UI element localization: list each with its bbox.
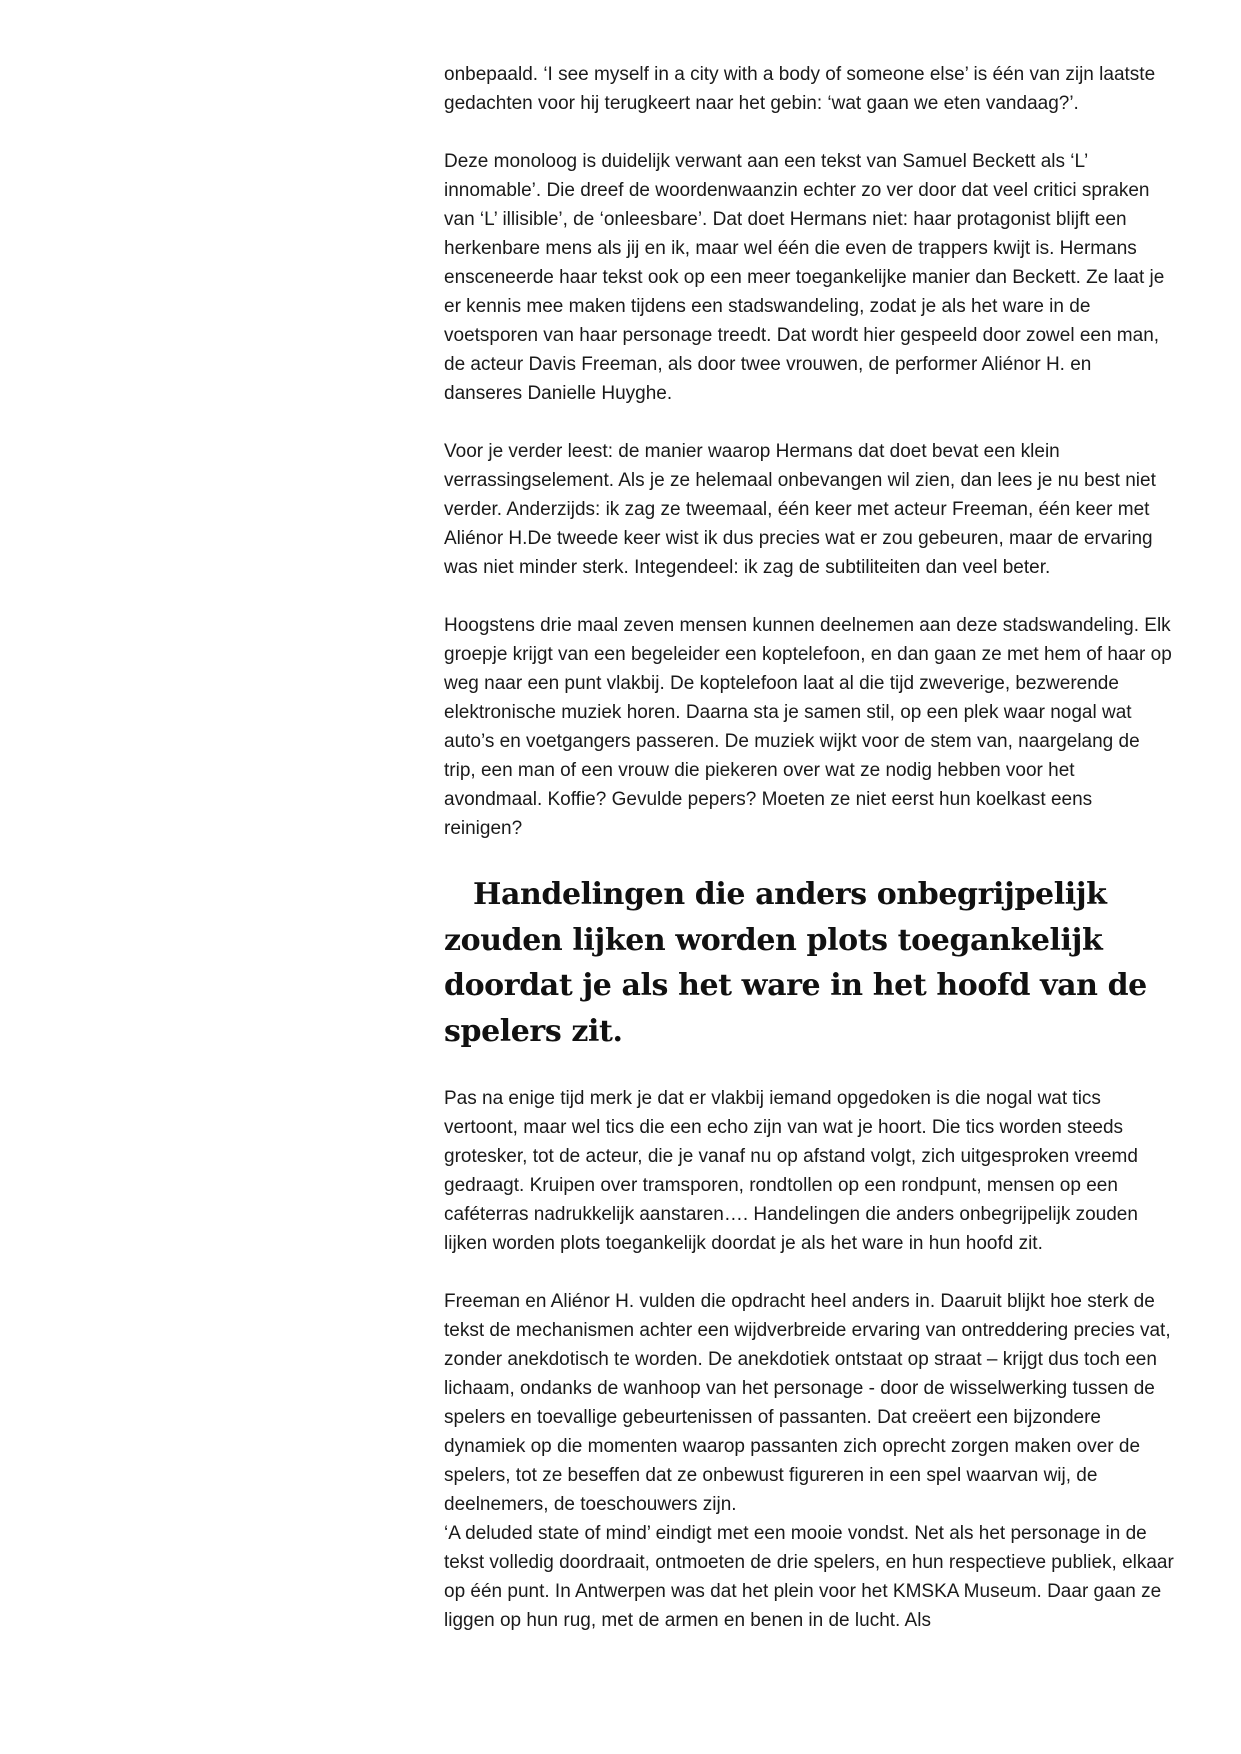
paragraph-2: Deze monoloog is duidelijk verwant aan een tekst van Samuel Beckett als ‘L’ innomable’. Die dreef de woordenwaanzin echter zo ver door dat veel critici spraken van ‘L’ illisible’, de ‘onleesbare’. Dat doet Hermans niet: haar protagonist blijft een herkenbare mens als jij en ik, maar wel één die even de trappers kwijt is. Hermans ensceneerde haar tekst ook op een meer toegankelijke manier dan Beckett. Ze laat je er kennis mee maken tijdens een stadswandeling, zodat je als het ware in de voetsporen van haar personage treedt. Dat wordt hier gespeeld door zowel een man, de acteur Davis Freeman, als door twee vrouwen, de performer Aliénor H. en danseres Danielle Huyghe. xyxy=(444,151,1165,404)
paragraph-1: onbepaald. ‘I see myself in a city with a body of someone else’ is één van zijn laatste gedachten voor hij terugkeert naar het gebin: ‘wat gaan we eten vandaag?’. xyxy=(444,64,1156,114)
article-body xyxy=(444,60,1174,1635)
paragraph-4: Hoogstens drie maal zeven mensen kunnen deelnemen aan deze stadswandeling. Elk groepje krijgt van een begeleider een koptelefoon, en dan gaan ze met hem of haar op weg naar een punt vlakbij. De koptelefoon laat al die tijd zweverige, bezwerende elektronische muziek horen. Daarna sta je samen stil, op een plek waar nogal wat auto’s en voetgangers passeren. De muziek wijkt voor de stem van, naargelang de trip, een man of een vrouw die piekeren over wat ze nodig hebben voor het avondmaal. Koffie? Gevulde pepers? Moeten ze niet eerst hun koelkast eens reinigen? xyxy=(444,615,1172,839)
pull-quote: Handelingen die anders onbegrijpelijk zouden lijken worden plots toegankelijk doordat je als het ware in het hoofd van de spelers zit. xyxy=(444,877,1147,1049)
paragraph-3: Voor je verder leest: de manier waarop Hermans dat doet bevat een klein verrassingselement. Als je ze helemaal onbevangen wil zien, dan lees je nu best niet verder. Anderzijds: ik zag ze tweemaal, één keer met acteur Freeman, één keer met Aliénor H.De tweede keer wist ik dus precies wat er zou gebeuren, maar de ervaring was niet minder sterk. Integendeel: ik zag de subtiliteiten dan veel beter. xyxy=(444,441,1156,578)
paragraph-5: Pas na enige tijd merk je dat er vlakbij iemand opgedoken is die nogal wat tics vertoont, maar wel tics die een echo zijn van wat je hoort. Die tics worden steeds grotesker, tot de acteur, die je vanaf nu op afstand volgt, zich uitgesproken vreemd gedraagt. Kruipen over tramsporen, rondtollen op een rondpunt, mensen op een caféterras nadrukkelijk aanstaren…. Handelingen die anders onbegrijpelijk zouden lijken worden plots toegankelijk doordat je als het ware in hun hoofd zit. xyxy=(444,1088,1138,1254)
paragraph-7: ‘A deluded state of mind’ eindigt met een mooie vondst. Net als het personage in de tekst volledig doordraait, ontmoeten de drie spelers, en hun respectieve publiek, elkaar op één punt. In Antwerpen was dat het plein voor het KMSKA Museum. Daar gaan ze liggen op hun rug, met de armen en benen in de lucht. Als xyxy=(444,1523,1174,1631)
paragraph-6: Freeman en Aliénor H. vulden die opdracht heel anders in. Daaruit blijkt hoe sterk de tekst de mechanismen achter een wijdverbreide ervaring van ontreddering precies vat, zonder anekdotisch te worden. De anekdotiek ontstaat op straat – krijgt dus toch een lichaam, ondanks de wanhoop van het personage - door de wisselwerking tussen de spelers en toevallige gebeurtenissen of passanten. Dat creëert een bijzondere dynamiek op die momenten waarop passanten zich oprecht zorgen maken over de spelers, tot ze beseffen dat ze onbewust figureren in een spel waarvan wij, de deelnemers, de toeschouwers zijn. xyxy=(444,1291,1171,1515)
